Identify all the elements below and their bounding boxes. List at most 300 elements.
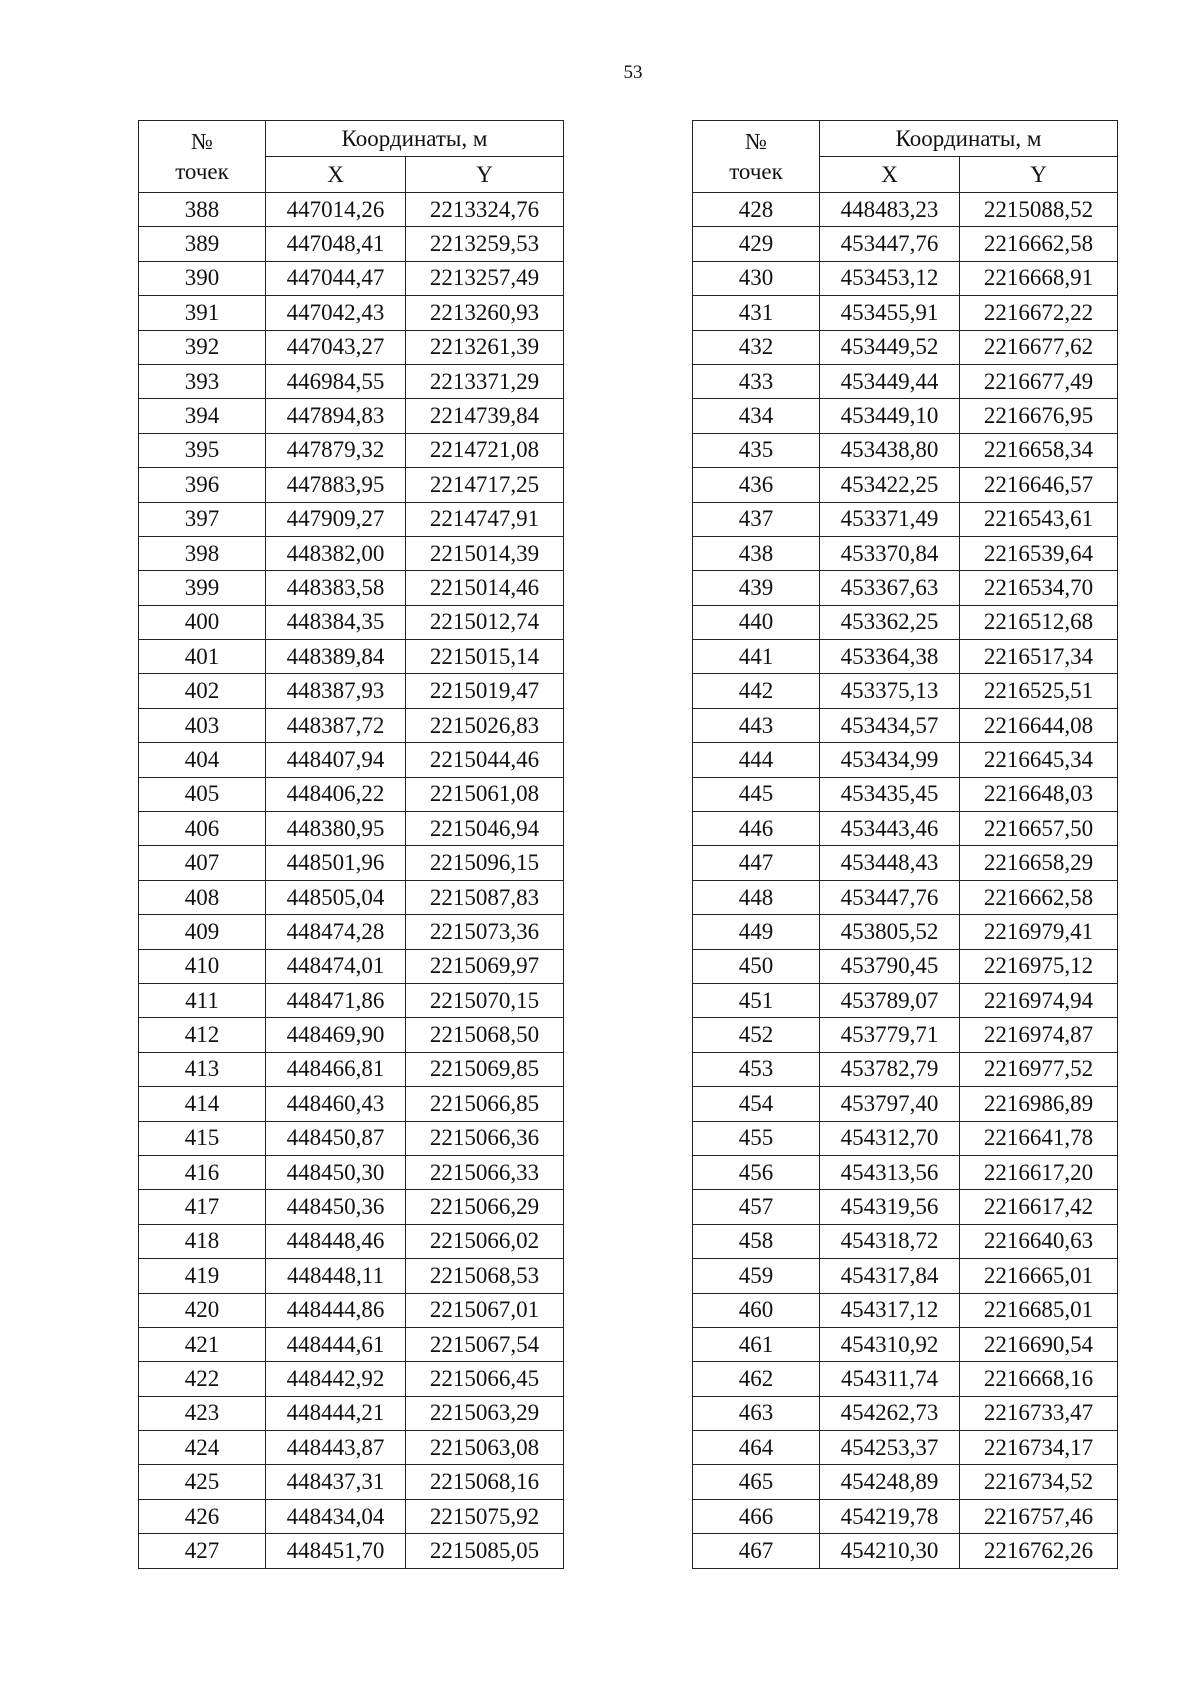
y-coordinate-cell: 2216676,95: [960, 399, 1118, 433]
y-coordinate-cell: 2216534,70: [960, 571, 1118, 605]
x-coordinate-cell: 454310,92: [820, 1327, 960, 1361]
table-row: [139, 1327, 564, 1361]
y-coordinate-cell: 2216668,16: [960, 1362, 1118, 1396]
y-coordinate-cell: 2215066,02: [406, 1224, 564, 1258]
x-coordinate-cell: 454253,37: [820, 1431, 960, 1465]
point-number-cell: 450: [693, 949, 820, 983]
x-coordinate-cell: 453434,99: [820, 743, 960, 777]
x-coordinate-cell: 454318,72: [820, 1224, 960, 1258]
table-row: [139, 1224, 564, 1258]
y-coordinate-cell: 2213257,49: [406, 261, 564, 295]
x-coordinate-cell: 448466,81: [266, 1052, 406, 1086]
point-number-cell: 434: [693, 399, 820, 433]
point-number-cell: 456: [693, 1155, 820, 1189]
point-number-cell: 407: [139, 846, 266, 880]
point-number-cell: 403: [139, 708, 266, 742]
y-coordinate-cell: 2215067,54: [406, 1327, 564, 1361]
y-coordinate-cell: 2216658,34: [960, 433, 1118, 467]
table-row: [139, 915, 564, 949]
y-coordinate-cell: 2216668,91: [960, 261, 1118, 295]
x-coordinate-cell: 448389,84: [266, 640, 406, 674]
x-coordinate-cell: 454210,30: [820, 1534, 960, 1568]
x-coordinate-cell: 448444,21: [266, 1396, 406, 1430]
table-row: [693, 1121, 1118, 1155]
point-number-cell: 433: [693, 364, 820, 398]
x-coordinate-cell: 453434,57: [820, 708, 960, 742]
y-coordinate-cell: 2216665,01: [960, 1259, 1118, 1293]
x-coordinate-cell: 448450,30: [266, 1155, 406, 1189]
x-coordinate-cell: 453797,40: [820, 1087, 960, 1121]
x-coordinate-cell: 453448,43: [820, 846, 960, 880]
table-row: [693, 1396, 1118, 1430]
y-coordinate-cell: 2215068,16: [406, 1465, 564, 1499]
x-coordinate-cell: 448407,94: [266, 743, 406, 777]
point-number-cell: 465: [693, 1465, 820, 1499]
y-coordinate-cell: 2215019,47: [406, 674, 564, 708]
point-number-cell: 442: [693, 674, 820, 708]
table-row: [693, 674, 1118, 708]
point-number-cell: 420: [139, 1293, 266, 1327]
table-row: [139, 949, 564, 983]
table-row: [139, 605, 564, 639]
table-row: [139, 296, 564, 330]
x-coordinate-cell: 448450,87: [266, 1121, 406, 1155]
table-body-right: [693, 193, 1118, 1569]
x-coordinate-cell: 448450,36: [266, 1190, 406, 1224]
y-coordinate-cell: 2216979,41: [960, 915, 1118, 949]
table-row: [693, 296, 1118, 330]
table-row: [139, 399, 564, 433]
point-number-cell: 430: [693, 261, 820, 295]
point-number-cell: 446: [693, 812, 820, 846]
table-row: [139, 468, 564, 502]
table-row: [139, 1499, 564, 1533]
x-coordinate-cell: 448448,46: [266, 1224, 406, 1258]
table-row: [139, 433, 564, 467]
x-coordinate-cell: 454248,89: [820, 1465, 960, 1499]
point-number-cell: 451: [693, 983, 820, 1017]
point-number-cell: 416: [139, 1155, 266, 1189]
x-coordinate-cell: 453455,91: [820, 296, 960, 330]
x-coordinate-cell: 454219,78: [820, 1499, 960, 1533]
point-number-cell: 424: [139, 1431, 266, 1465]
y-coordinate-cell: 2216677,49: [960, 364, 1118, 398]
table-row: [139, 743, 564, 777]
point-number-cell: 406: [139, 812, 266, 846]
table-row: [693, 1087, 1118, 1121]
point-number-cell: 439: [693, 571, 820, 605]
y-header: Y: [406, 157, 564, 193]
x-coordinate-cell: 453449,52: [820, 330, 960, 364]
y-coordinate-cell: 2216617,20: [960, 1155, 1118, 1189]
x-coordinate-cell: 448380,95: [266, 812, 406, 846]
x-coordinate-cell: 448469,90: [266, 1018, 406, 1052]
table-row: [139, 1465, 564, 1499]
x-coordinate-cell: 448437,31: [266, 1465, 406, 1499]
point-number-cell: 400: [139, 605, 266, 639]
x-coordinate-cell: 453364,38: [820, 640, 960, 674]
y-coordinate-cell: 2215070,15: [406, 983, 564, 1017]
point-number-cell: 425: [139, 1465, 266, 1499]
y-coordinate-cell: 2215066,33: [406, 1155, 564, 1189]
point-number-cell: 435: [693, 433, 820, 467]
point-number-cell: 444: [693, 743, 820, 777]
table-row: [693, 983, 1118, 1017]
table-row: [139, 330, 564, 364]
y-coordinate-cell: 2213261,39: [406, 330, 564, 364]
y-coordinate-cell: 2216734,17: [960, 1431, 1118, 1465]
table-row: [693, 743, 1118, 777]
x-coordinate-cell: 448471,86: [266, 983, 406, 1017]
y-coordinate-cell: 2216641,78: [960, 1121, 1118, 1155]
point-number-cell: 443: [693, 708, 820, 742]
table-row: [139, 1293, 564, 1327]
x-coordinate-cell: 454319,56: [820, 1190, 960, 1224]
point-number-cell: 441: [693, 640, 820, 674]
x-coordinate-cell: 453367,63: [820, 571, 960, 605]
table-row: [139, 227, 564, 261]
table-row: [693, 399, 1118, 433]
y-coordinate-cell: 2216525,51: [960, 674, 1118, 708]
number-sign: №: [745, 128, 767, 154]
point-number-cell: 458: [693, 1224, 820, 1258]
x-coordinate-cell: 447879,32: [266, 433, 406, 467]
table-row: [139, 1431, 564, 1465]
x-coordinate-cell: 454317,84: [820, 1259, 960, 1293]
y-coordinate-cell: 2215068,53: [406, 1259, 564, 1293]
table-row: [693, 605, 1118, 639]
table-row: [693, 502, 1118, 536]
x-coordinate-cell: 454312,70: [820, 1121, 960, 1155]
x-coordinate-cell: 454317,12: [820, 1293, 960, 1327]
y-coordinate-cell: 2216977,52: [960, 1052, 1118, 1086]
y-coordinate-cell: 2216762,26: [960, 1534, 1118, 1568]
x-coordinate-cell: 448444,61: [266, 1327, 406, 1361]
point-number-header: [139, 121, 266, 193]
point-number-cell: 438: [693, 536, 820, 570]
x-coordinate-cell: 446984,55: [266, 364, 406, 398]
y-coordinate-cell: 2215075,92: [406, 1499, 564, 1533]
point-number-header: [693, 121, 820, 193]
point-number-cell: 404: [139, 743, 266, 777]
point-number-cell: 457: [693, 1190, 820, 1224]
point-number-cell: 410: [139, 949, 266, 983]
x-coordinate-cell: 453789,07: [820, 983, 960, 1017]
y-coordinate-cell: 2215088,52: [960, 193, 1118, 227]
coordinates-table-right: [692, 120, 1118, 1569]
x-coordinate-cell: 448442,92: [266, 1362, 406, 1396]
point-number-cell: 393: [139, 364, 266, 398]
point-number-cell: 409: [139, 915, 266, 949]
table-row: [693, 536, 1118, 570]
table-row: [139, 880, 564, 914]
x-coordinate-cell: 454262,73: [820, 1396, 960, 1430]
y-coordinate-cell: 2216672,22: [960, 296, 1118, 330]
y-coordinate-cell: 2216986,89: [960, 1087, 1118, 1121]
point-number-cell: 428: [693, 193, 820, 227]
point-number-cell: 415: [139, 1121, 266, 1155]
table-row: [693, 1465, 1118, 1499]
point-number-cell: 389: [139, 227, 266, 261]
x-coordinate-cell: 448434,04: [266, 1499, 406, 1533]
point-number-cell: 422: [139, 1362, 266, 1396]
point-number-cell: 388: [139, 193, 266, 227]
y-coordinate-cell: 2214717,25: [406, 468, 564, 502]
y-coordinate-cell: 2216658,29: [960, 846, 1118, 880]
table-row: [693, 777, 1118, 811]
y-coordinate-cell: 2213259,53: [406, 227, 564, 261]
y-coordinate-cell: 2215014,46: [406, 571, 564, 605]
table-row: [139, 1087, 564, 1121]
y-coordinate-cell: 2215066,85: [406, 1087, 564, 1121]
point-number-cell: 421: [139, 1327, 266, 1361]
x-coordinate-cell: 453435,45: [820, 777, 960, 811]
table-row: [693, 708, 1118, 742]
point-number-cell: 408: [139, 880, 266, 914]
point-number-cell: 437: [693, 502, 820, 536]
point-number-cell: 401: [139, 640, 266, 674]
table-row: [139, 1190, 564, 1224]
table-row: [139, 502, 564, 536]
point-number-cell: 445: [693, 777, 820, 811]
point-number-cell: 461: [693, 1327, 820, 1361]
table-row: [693, 571, 1118, 605]
point-number-cell: 466: [693, 1499, 820, 1533]
coordinates-header: Координаты, м: [820, 121, 1118, 157]
y-coordinate-cell: 2214747,91: [406, 502, 564, 536]
x-coordinate-cell: 453438,80: [820, 433, 960, 467]
point-number-cell: 449: [693, 915, 820, 949]
table-row: [693, 1018, 1118, 1052]
x-coordinate-cell: 453782,79: [820, 1052, 960, 1086]
x-coordinate-cell: 448387,93: [266, 674, 406, 708]
x-coordinate-cell: 453422,25: [820, 468, 960, 502]
y-coordinate-cell: 2216648,03: [960, 777, 1118, 811]
x-coordinate-cell: 447883,95: [266, 468, 406, 502]
table-row: [693, 1534, 1118, 1568]
point-number-cell: 395: [139, 433, 266, 467]
x-header: X: [820, 157, 960, 193]
x-coordinate-cell: 448501,96: [266, 846, 406, 880]
table-row: [139, 364, 564, 398]
y-coordinate-cell: 2215026,83: [406, 708, 564, 742]
x-coordinate-cell: 448383,58: [266, 571, 406, 605]
point-number-cell: 391: [139, 296, 266, 330]
point-number-cell: 396: [139, 468, 266, 502]
x-coordinate-cell: 453447,76: [820, 227, 960, 261]
x-coordinate-cell: 447909,27: [266, 502, 406, 536]
point-number-cell: 464: [693, 1431, 820, 1465]
y-coordinate-cell: 2216975,12: [960, 949, 1118, 983]
table-row: [693, 640, 1118, 674]
point-number-cell: 447: [693, 846, 820, 880]
table-row: [693, 1293, 1118, 1327]
point-number-cell: 419: [139, 1259, 266, 1293]
y-coordinate-cell: 2216646,57: [960, 468, 1118, 502]
table-row: [139, 1259, 564, 1293]
x-coordinate-cell: 447048,41: [266, 227, 406, 261]
table-row: [693, 330, 1118, 364]
table-row: [139, 846, 564, 880]
x-coordinate-cell: 454313,56: [820, 1155, 960, 1189]
table-row: [139, 983, 564, 1017]
y-coordinate-cell: 2216644,08: [960, 708, 1118, 742]
point-number-cell: 390: [139, 261, 266, 295]
point-number-cell: 426: [139, 1499, 266, 1533]
table-row: [693, 364, 1118, 398]
y-coordinate-cell: 2213260,93: [406, 296, 564, 330]
point-number-cell: 453: [693, 1052, 820, 1086]
y-coordinate-cell: 2216512,68: [960, 605, 1118, 639]
y-coordinate-cell: 2216677,62: [960, 330, 1118, 364]
y-coordinate-cell: 2215012,74: [406, 605, 564, 639]
point-number-cell: 414: [139, 1087, 266, 1121]
y-coordinate-cell: 2215085,05: [406, 1534, 564, 1568]
y-coordinate-cell: 2214721,08: [406, 433, 564, 467]
point-number-cell: 405: [139, 777, 266, 811]
y-coordinate-cell: 2216539,64: [960, 536, 1118, 570]
y-coordinate-cell: 2215087,83: [406, 880, 564, 914]
table-row: [139, 1155, 564, 1189]
x-coordinate-cell: 448451,70: [266, 1534, 406, 1568]
table-row: [139, 1052, 564, 1086]
x-coordinate-cell: 448474,01: [266, 949, 406, 983]
x-coordinate-cell: 447894,83: [266, 399, 406, 433]
point-number-cell: 440: [693, 605, 820, 639]
x-coordinate-cell: 448460,43: [266, 1087, 406, 1121]
point-number-cell: 454: [693, 1087, 820, 1121]
point-number-cell: 397: [139, 502, 266, 536]
y-coordinate-cell: 2216543,61: [960, 502, 1118, 536]
x-coordinate-cell: 447042,43: [266, 296, 406, 330]
x-coordinate-cell: 453805,52: [820, 915, 960, 949]
x-coordinate-cell: 453443,46: [820, 812, 960, 846]
y-coordinate-cell: 2215096,15: [406, 846, 564, 880]
point-number-cell: 394: [139, 399, 266, 433]
x-coordinate-cell: 448448,11: [266, 1259, 406, 1293]
x-coordinate-cell: 453790,45: [820, 949, 960, 983]
x-coordinate-cell: 448474,28: [266, 915, 406, 949]
y-coordinate-cell: 2215061,08: [406, 777, 564, 811]
point-number-cell: 460: [693, 1293, 820, 1327]
point-number-cell: 399: [139, 571, 266, 605]
table-row: [693, 433, 1118, 467]
point-number-cell: 402: [139, 674, 266, 708]
table-row: [693, 1327, 1118, 1361]
table-row: [139, 1018, 564, 1052]
table-row: [139, 777, 564, 811]
x-coordinate-cell: 448382,00: [266, 536, 406, 570]
y-coordinate-cell: 2215073,36: [406, 915, 564, 949]
point-number-cell: 459: [693, 1259, 820, 1293]
table-row: [693, 227, 1118, 261]
table-row: [693, 1259, 1118, 1293]
y-coordinate-cell: 2215067,01: [406, 1293, 564, 1327]
y-coordinate-cell: 2216757,46: [960, 1499, 1118, 1533]
point-number-cell: 467: [693, 1534, 820, 1568]
x-coordinate-cell: 448443,87: [266, 1431, 406, 1465]
table-row: [693, 468, 1118, 502]
y-coordinate-cell: 2215046,94: [406, 812, 564, 846]
coordinates-header: Координаты, м: [266, 121, 564, 157]
y-coordinate-cell: 2216517,34: [960, 640, 1118, 674]
table-row: [693, 846, 1118, 880]
y-coordinate-cell: 2215066,45: [406, 1362, 564, 1396]
table-row: [693, 261, 1118, 295]
y-coordinate-cell: 2216657,50: [960, 812, 1118, 846]
point-number-cell: 462: [693, 1362, 820, 1396]
y-coordinate-cell: 2216685,01: [960, 1293, 1118, 1327]
table-row: [693, 1431, 1118, 1465]
page-number: 53: [623, 62, 643, 83]
x-coordinate-cell: 453370,84: [820, 536, 960, 570]
y-coordinate-cell: 2215069,97: [406, 949, 564, 983]
x-coordinate-cell: 447043,27: [266, 330, 406, 364]
table-row: [139, 812, 564, 846]
x-coordinate-cell: 448406,22: [266, 777, 406, 811]
y-coordinate-cell: 2215063,08: [406, 1431, 564, 1465]
table-row: [139, 1121, 564, 1155]
point-number-cell: 448: [693, 880, 820, 914]
y-coordinate-cell: 2216662,58: [960, 227, 1118, 261]
y-coordinate-cell: 2215066,36: [406, 1121, 564, 1155]
y-coordinate-cell: 2213371,29: [406, 364, 564, 398]
y-coordinate-cell: 2215015,14: [406, 640, 564, 674]
table-row: [693, 1052, 1118, 1086]
table-row: [693, 1190, 1118, 1224]
x-coordinate-cell: 454311,74: [820, 1362, 960, 1396]
point-number-cell: 423: [139, 1396, 266, 1430]
table-row: [693, 1499, 1118, 1533]
points-label: точек: [729, 158, 783, 184]
x-coordinate-cell: 448444,86: [266, 1293, 406, 1327]
point-number-cell: 413: [139, 1052, 266, 1086]
table-row: [693, 949, 1118, 983]
table-row: [139, 674, 564, 708]
point-number-cell: 398: [139, 536, 266, 570]
table-row: [139, 640, 564, 674]
point-number-cell: 463: [693, 1396, 820, 1430]
y-coordinate-cell: 2216662,58: [960, 880, 1118, 914]
y-coordinate-cell: 2216974,87: [960, 1018, 1118, 1052]
x-coordinate-cell: 453779,71: [820, 1018, 960, 1052]
table-row: [693, 193, 1118, 227]
number-sign: №: [191, 128, 213, 154]
point-number-cell: 431: [693, 296, 820, 330]
table-row: [139, 536, 564, 570]
y-coordinate-cell: 2214739,84: [406, 399, 564, 433]
table-row: [139, 571, 564, 605]
x-coordinate-cell: 453449,10: [820, 399, 960, 433]
y-coordinate-cell: 2216617,42: [960, 1190, 1118, 1224]
table-row: [139, 1534, 564, 1568]
y-coordinate-cell: 2216974,94: [960, 983, 1118, 1017]
y-coordinate-cell: 2216733,47: [960, 1396, 1118, 1430]
y-coordinate-cell: 2216640,63: [960, 1224, 1118, 1258]
table-row: [693, 1224, 1118, 1258]
y-coordinate-cell: 2216690,54: [960, 1327, 1118, 1361]
points-label: точек: [175, 158, 229, 184]
table-row: [139, 708, 564, 742]
table-row: [693, 1362, 1118, 1396]
x-coordinate-cell: 447014,26: [266, 193, 406, 227]
x-header: X: [266, 157, 406, 193]
x-coordinate-cell: 453449,44: [820, 364, 960, 398]
point-number-cell: 412: [139, 1018, 266, 1052]
point-number-cell: 432: [693, 330, 820, 364]
y-coordinate-cell: 2216645,34: [960, 743, 1118, 777]
point-number-cell: 455: [693, 1121, 820, 1155]
